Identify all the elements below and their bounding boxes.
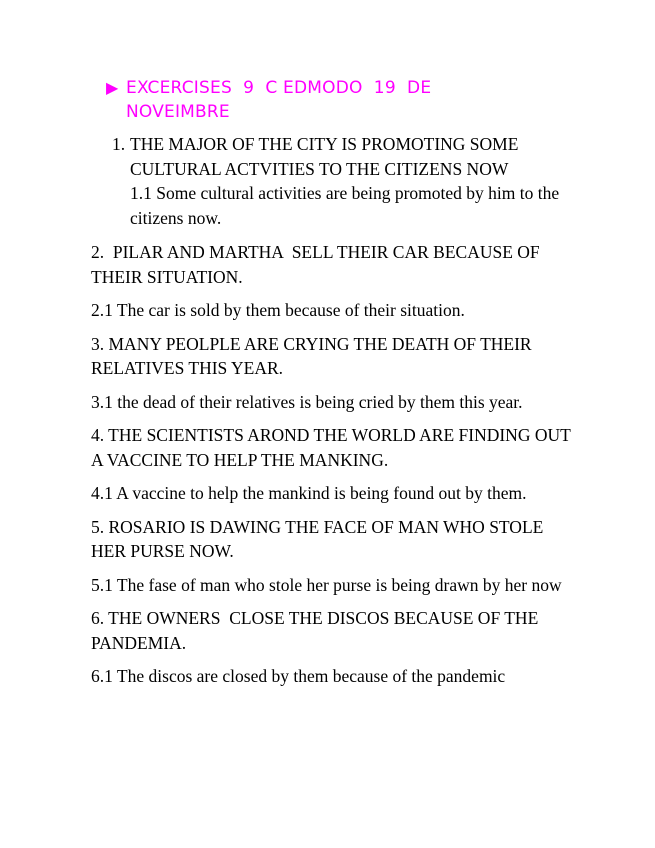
question-2: 2. PILAR AND MARTHA SELL THEIR CAR BECAUSE OF THEIR SITUATION. xyxy=(91,242,544,287)
question-5: 5. ROSARIO IS DAWING THE FACE OF MAN WHO STOLE HER PURSE NOW. xyxy=(91,516,548,561)
heading-text: EXCERCISES 9 C EDMODO 19 DE NOVEIMBRE xyxy=(126,78,437,122)
question-3: 3. MANY PEOLPLE ARE CRYING THE DEATH OF THEIR RELATIVES THIS YEAR. xyxy=(91,333,536,378)
question-text: THE MAJOR OF THE CITY IS PROMOTING SOME CULTURAL ACTVITIES TO THE CITIZENS NOW xyxy=(130,134,519,179)
answer-3: 3.1 the dead of their relatives is being cried by them this year. xyxy=(91,391,523,412)
answer-5: 5.1 The fase of man who stole her purse is being drawn by her now xyxy=(91,574,562,595)
answer-text: 1.1 Some cultural activities are being promoted by him to the citizens now. xyxy=(130,183,560,228)
answer-2: 2.1 The car is sold by them because of their situation. xyxy=(91,300,465,320)
answer-4: 4.1 A vaccine to help the mankind is being found out by them. xyxy=(91,483,527,503)
arrow-bullet-icon: ▶ xyxy=(106,78,119,97)
question-6: 6. THE OWNERS CLOSE THE DISCOS BECAUSE OF THE PANDEMIA. xyxy=(91,608,543,653)
exercise-list xyxy=(91,240,574,698)
answer-6: 6.1 The discos are closed by them because of the pandemic xyxy=(91,666,506,686)
exercise-heading xyxy=(106,76,526,124)
question-4: 4. THE SCIENTISTS AROND THE WORLD ARE FINDING OUT A VACCINE TO HELP THE MANKING. xyxy=(91,425,574,470)
item-number: 1. xyxy=(112,134,126,154)
exercise-item-1 xyxy=(112,132,572,230)
item-body xyxy=(130,132,572,230)
